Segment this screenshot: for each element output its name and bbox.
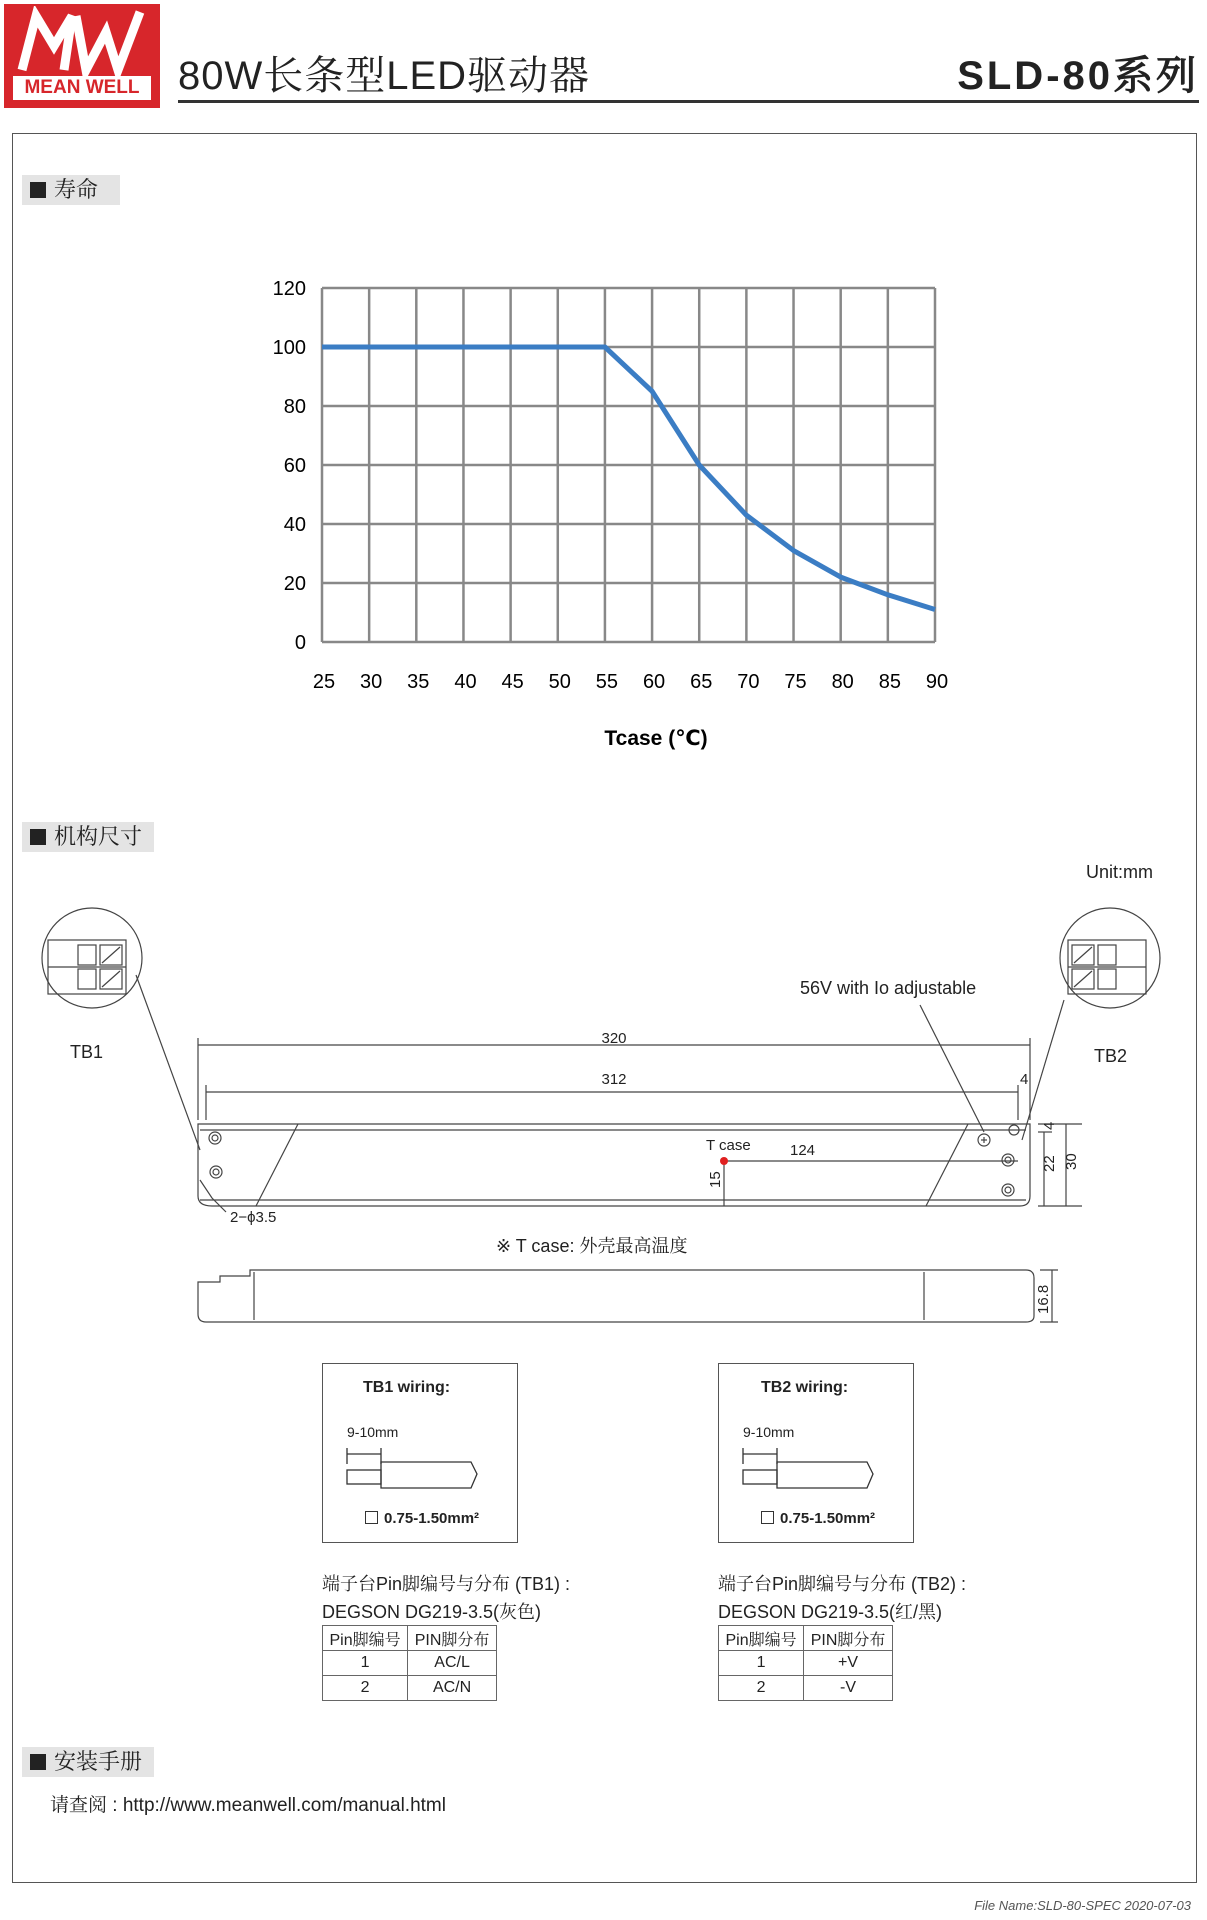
x-tick-label: 65 — [690, 671, 713, 693]
y-tick-label: 20 — [283, 573, 306, 595]
tb1-pin-table — [322, 1625, 497, 1701]
table-header-cell: Pin脚编号 — [323, 1626, 408, 1651]
tb1-wiring-box — [322, 1363, 518, 1543]
table-header-cell: PIN脚分布 — [804, 1626, 893, 1651]
tb2-wire-gauge-text: 0.75-1.50mm² — [780, 1510, 876, 1527]
table-cell: AC/N — [408, 1676, 497, 1701]
table-header-cell: Pin脚编号 — [719, 1626, 804, 1651]
tb2-model: DEGSON DG219-3.5(红/黑) — [718, 1602, 943, 1622]
section-install-header — [22, 1747, 154, 1777]
tcase-point — [720, 1157, 728, 1165]
table-cell: +V — [804, 1651, 893, 1676]
tb1-wire-gauge-text: 0.75-1.50mm² — [384, 1510, 480, 1527]
y-tick-label: 100 — [272, 337, 306, 359]
tb2-wire-gauge — [761, 1510, 875, 1527]
checkbox-icon — [761, 1511, 774, 1524]
x-tick-label: 25 — [312, 671, 336, 693]
checkbox-icon — [365, 1511, 378, 1524]
table-cell: 2 — [323, 1676, 408, 1701]
dim-30-text: 30 — [1063, 1153, 1080, 1170]
y-tick-label: 80 — [283, 396, 306, 418]
table-row — [719, 1676, 893, 1701]
tb2-pin-desc: 端子台Pin脚编号与分布 (TB2) : — [718, 1574, 967, 1594]
bullet-square — [30, 1754, 46, 1770]
x-tick-label: 85 — [878, 671, 901, 693]
dim-312-text: 312 — [601, 1071, 627, 1088]
x-tick-label: 40 — [454, 671, 477, 693]
x-tick-label: 60 — [642, 671, 666, 693]
table-header-row — [719, 1626, 893, 1651]
table-header-cell: PIN脚分布 — [408, 1626, 497, 1651]
table-cell: 2 — [719, 1676, 804, 1701]
dim-124-text: 124 — [790, 1142, 816, 1159]
hole-label: 2−ϕ3.5 — [230, 1209, 277, 1226]
tb2-label: TB2 — [1094, 1046, 1128, 1066]
x-tick-label: 45 — [501, 671, 524, 693]
table-row — [323, 1651, 497, 1676]
table-row — [323, 1676, 497, 1701]
unit-label: Unit:mm — [1086, 862, 1153, 882]
tb1-pin-desc: 端子台Pin脚编号与分布 (TB1) : — [322, 1574, 571, 1594]
tb2-detail-circle — [1060, 908, 1160, 1008]
adjust-label: 56V with Io adjustable — [800, 978, 977, 998]
y-tick-label: 40 — [283, 514, 306, 536]
footer-filename: File Name:SLD-80-SPEC 2020-07-03 — [974, 1898, 1191, 1913]
x-tick-label: 35 — [407, 671, 430, 693]
tb1-leader — [136, 975, 200, 1150]
series-name: SLD-80系列 — [957, 54, 1199, 98]
tb1-detail-circle — [42, 908, 142, 1008]
page-title: 80W长条型LED驱动器 — [178, 54, 591, 98]
tb2-wiring-box — [718, 1363, 914, 1543]
table-cell: 1 — [719, 1651, 804, 1676]
tb1-wire-gauge — [365, 1510, 479, 1527]
x-tick-label: 50 — [548, 671, 571, 693]
tb1-strip-length: 9-10mm — [347, 1424, 399, 1440]
housing-taper-left — [256, 1124, 298, 1206]
x-tick-label: 90 — [925, 671, 949, 693]
tcase-note: ※ T case: 外壳最高温度 — [496, 1236, 688, 1256]
tb2-strip-length: 9-10mm — [743, 1424, 795, 1440]
table-cell: AC/L — [408, 1651, 497, 1676]
manual-link[interactable]: 请查阅 : http://www.meanwell.com/manual.html — [50, 1795, 446, 1816]
table-header-row — [323, 1626, 497, 1651]
tb2-leader — [1022, 1000, 1064, 1140]
dim-22-text: 22 — [1041, 1155, 1058, 1172]
y-tick-label: 120 — [272, 278, 306, 300]
table-row — [719, 1651, 893, 1676]
tb1-model: DEGSON DG219-3.5(灰色) — [322, 1602, 542, 1622]
housing-taper-right — [926, 1124, 968, 1206]
x-tick-label: 75 — [784, 671, 807, 693]
hole-leader — [200, 1180, 226, 1212]
brand-name: MEAN WELL — [13, 76, 151, 100]
tb2-pin-table — [718, 1625, 893, 1701]
y-tick-label: 60 — [283, 455, 306, 477]
section-mechanical-label: 机构尺寸 — [54, 824, 143, 849]
dim-4b-text: 4 — [1041, 1121, 1058, 1130]
chart-x-label: Tcase (℃) — [604, 727, 708, 750]
tcase-label: T case — [706, 1137, 751, 1154]
dim-4-text: 4 — [1020, 1071, 1029, 1088]
x-tick-label: 80 — [831, 671, 854, 693]
tb2-wire-icon — [739, 1444, 889, 1504]
x-tick-label: 30 — [360, 671, 383, 693]
dim-320-text: 320 — [601, 1030, 627, 1047]
table-cell: -V — [804, 1676, 893, 1701]
tb2-wiring-title: TB2 wiring: — [761, 1379, 849, 1396]
adjust-leader — [920, 1005, 984, 1132]
mount-hole-left — [209, 1132, 221, 1144]
y-tick-label: 0 — [294, 632, 306, 654]
tb1-wiring-title: TB1 wiring: — [363, 1379, 451, 1396]
tb1-label: TB1 — [70, 1042, 104, 1062]
table-cell: 1 — [323, 1651, 408, 1676]
dim-15-text: 15 — [707, 1171, 724, 1188]
tb1-wire-icon — [343, 1444, 493, 1504]
housing-side-view — [198, 1270, 1034, 1322]
x-tick-label: 70 — [737, 671, 760, 693]
section-life-label: 寿命 — [54, 177, 99, 202]
housing-top-view — [198, 1124, 1030, 1206]
x-tick-label: 55 — [595, 671, 619, 693]
section-install-label: 安装手册 — [54, 1749, 143, 1774]
dim-168-text: 16.8 — [1035, 1284, 1052, 1314]
